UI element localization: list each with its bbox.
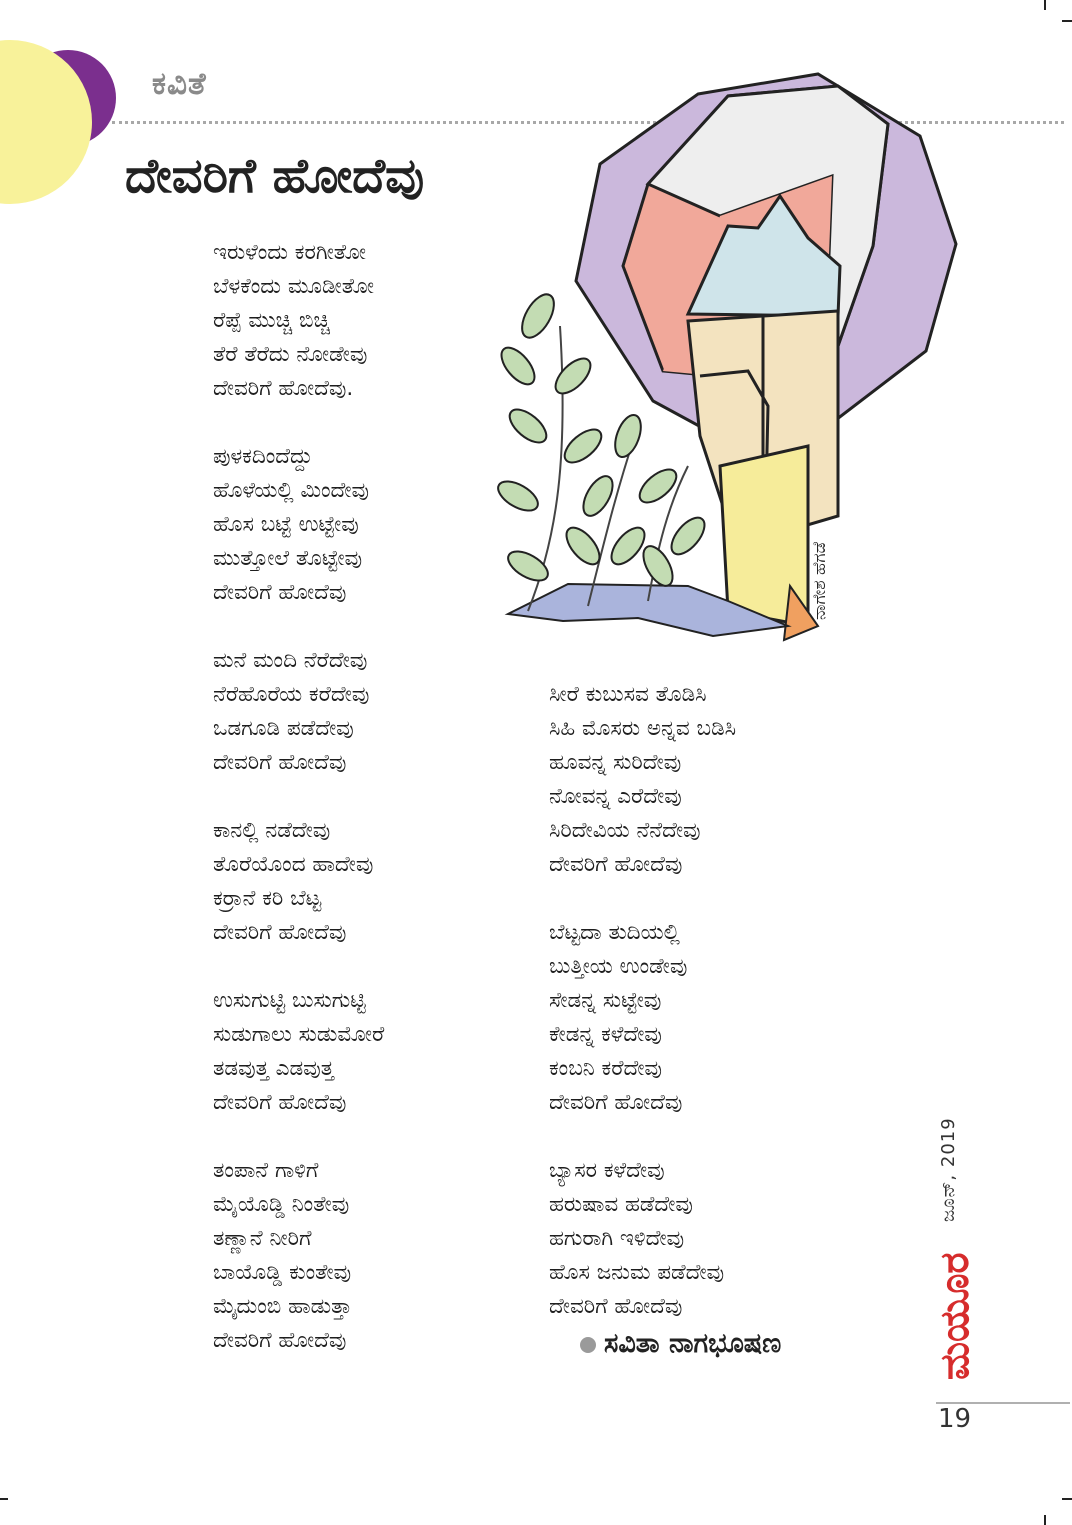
poem-line: ಕಂಬನಿ ಕರೆದೇವು (549, 1056, 662, 1081)
poem-line: ಕೇಡನ್ನ ಕಳೆದೇವು (549, 1022, 662, 1047)
poem-line: ಮೈದುಂಬಿ ಹಾಡುತ್ತಾ (213, 1294, 352, 1319)
stanza (549, 678, 736, 882)
poem-right-column (549, 678, 736, 1358)
poem-line: ಹೊಸ ಬಟ್ಟೆ ಉಟ್ಟೇವು (213, 512, 359, 537)
poem-line: ಒಡಗೂಡಿ ಪಡೆದೇವು (213, 716, 354, 741)
poem-line: ದೇವರಿಗೆ ಹೋದೆವು (213, 750, 347, 775)
poem-line: ಹೊಸ ಜನುಮ ಪಡೆದೇವು (549, 1260, 725, 1285)
poem-line: ಪುಳಕದಿಂದೆದ್ದು (213, 444, 313, 469)
poem-line: ಕರ್‍ರಾನೆ ಕರಿ ಬೆಟ್ಟ (213, 886, 322, 911)
stanza (213, 1154, 384, 1358)
stanza (213, 236, 384, 406)
poem-line: ಸಿಹಿ ಮೊಸರು ಅನ್ನವ ಬಡಿಸಿ (549, 716, 737, 741)
poem-line: ದೇವರಿಗೆ ಹೋದೆವು (213, 580, 347, 605)
poem-line: ತೊರೆಯೊಂದ ಹಾದೇವು (213, 852, 374, 877)
poem-line: ದೇವರಿಗೆ ಹೋದೆವು (549, 852, 683, 877)
section-label: ಕವಿತೆ (152, 66, 207, 102)
page-number: 19 (938, 1404, 972, 1434)
poem-line: ಮನೆ ಮಂದಿ ನೆರೆದೇವು (213, 648, 368, 673)
poem-line: ಹೂವನ್ನ ಸುರಿದೇವು (549, 750, 682, 775)
poem-line: ದೇವರಿಗೆ ಹೋದೆವು (213, 920, 347, 945)
poem-line: ಬೆಳಕೆಂದು ಮೂಡೀತೋ (213, 274, 374, 299)
crop-mark (1044, 0, 1046, 10)
poem-line: ತಣ್ಣಾನೆ ನೀರಿಗೆ (213, 1226, 312, 1251)
poem-line: ನೆರೆಹೊರೆಯ ಕರೆದೇವು (213, 682, 370, 707)
poem-line: ದೇವರಿಗೆ ಹೋದೆವು. (213, 376, 354, 401)
decorative-circles (0, 40, 130, 215)
stanza (549, 916, 736, 1120)
poem-line: ಬಾಯೊಡ್ಡಿ ಕುಂತೇವು (213, 1260, 352, 1285)
stanza (213, 440, 384, 610)
bullet-icon (580, 1337, 596, 1353)
illustration (488, 66, 958, 666)
poem-line: ಹಗುರಾಗಿ ಇಳಿದೇವು (549, 1226, 685, 1251)
stanza (213, 644, 384, 780)
poem-line: ಇರುಳೆಂದು ಕರಗೀತೋ (213, 240, 366, 265)
poem-line: ರೆಪ್ಪೆ ಮುಚ್ಚಿ ಬಿಚ್ಚಿ (213, 308, 331, 333)
poem-left-column (213, 236, 384, 1392)
crop-mark (1062, 20, 1072, 22)
poem-line: ದೇವರಿಗೆ ಹೋದೆವು (549, 1090, 683, 1115)
poem-line: ಹೊಳೆಯಲ್ಲಿ ಮಿಂದೇವು (213, 478, 369, 503)
illustrator-credit: ನಾಗೇಶ ಹೆಗಡೆ (810, 541, 830, 620)
poem-line: ದೇವರಿಗೆ ಹೋದೆವು (213, 1090, 347, 1115)
poem-line: ಸುಡುಗಾಲು ಸುಡುಮೋರೆ (213, 1022, 385, 1047)
poem-line: ಹರುಷಾವ ಹಡೆದೇವು (549, 1192, 693, 1217)
poem-line: ತೆರೆ ತೆರೆದು ನೋಡೇವು (213, 342, 368, 367)
poem-line: ಉಸುಗುಟ್ಟಿ ಬುಸುಗುಟ್ಟಿ (213, 988, 366, 1013)
poem-line: ಬುತ್ತೀಯ ಉಂಡೇವು (549, 954, 688, 979)
poem-line: ದೇವರಿಗೆ ಹೋದೆವು (213, 1328, 347, 1353)
poem-line: ಕಾನಲ್ಲಿ ನಡೆದೇವು (213, 818, 331, 843)
poem-line: ಸಿರಿದೇವಿಯ ನೆನೆದೇವು (549, 818, 701, 843)
crop-mark (1062, 1498, 1072, 1500)
poem-line: ತಂಪಾನೆ ಗಾಳಿಗೆ (213, 1158, 319, 1183)
poem-line: ಬ್ಯಾಸರ ಕಳೆದೇವು (549, 1158, 665, 1183)
poem-line: ಸೇಡನ್ನ ಸುಟ್ಟೇವು (549, 988, 662, 1013)
author-byline (580, 1328, 781, 1360)
stanza (213, 984, 384, 1120)
poem-line: ಮೈಯೊಡ್ಡಿ ನಿಂತೇವು (213, 1192, 350, 1217)
crop-mark (0, 1498, 8, 1500)
poem-line: ತಡವುತ್ತ ಎಡವುತ್ತ (213, 1056, 334, 1081)
poem-line: ದೇವರಿಗೆ ಹೋದೆವು (549, 1294, 683, 1319)
poem-line: ಸೀರೆ ಕುಬುಸವ ತೊಡಿಸಿ (549, 682, 707, 707)
poem-line: ಮುತ್ತೋಲೆ ತೊಟ್ಟೇವು (213, 546, 363, 571)
issue-date: ಜೂನ್, 2019 (938, 1117, 959, 1222)
crop-mark (1044, 1515, 1046, 1525)
magazine-masthead: ಮಯೂರ (932, 1252, 978, 1380)
stanza (213, 814, 384, 950)
stanza (549, 1154, 736, 1324)
author-name: ಸವಿತಾ ನಾಗಭೂಷಣ (604, 1328, 782, 1359)
poem-line: ನೋವನ್ನ ಎರೆದೇವು (549, 784, 682, 809)
poem-title: ದೇವರಿಗೆ ಹೋದೆವು (125, 148, 425, 204)
poem-line: ಬೆಟ್ಟದಾ ತುದಿಯಲ್ಲಿ (549, 920, 680, 945)
